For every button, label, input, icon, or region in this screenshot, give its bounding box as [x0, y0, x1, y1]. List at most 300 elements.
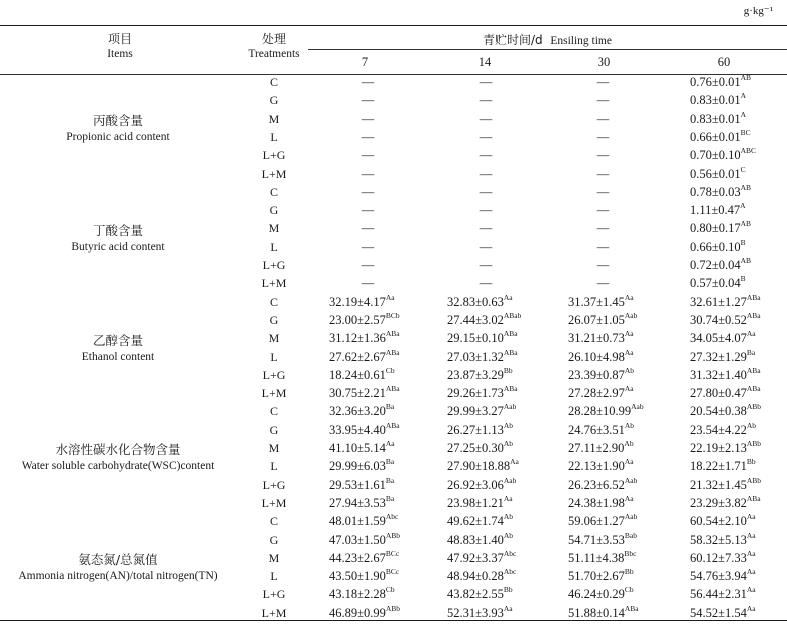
table-cell-empty: — [361, 258, 375, 272]
cell-significance: Bab [624, 530, 637, 540]
day-7-header: 7 [361, 55, 369, 69]
table-cell [568, 587, 634, 602]
table-cell [329, 310, 400, 328]
cell-value: 24.76±3.51 [568, 422, 625, 437]
cell-value: 0.56±0.01 [690, 166, 741, 181]
cell-significance: ABa [746, 384, 761, 394]
cell-value: 32.19±4.17 [329, 294, 386, 309]
cell-significance: Aab [624, 512, 638, 522]
ensiling-time-header [308, 31, 787, 48]
cell-significance: Aa [746, 530, 756, 540]
table-cell [447, 493, 513, 511]
unit-label: g·kg⁻¹ [743, 5, 773, 17]
table-cell [690, 441, 761, 456]
cell-value: 0.80±0.17 [690, 221, 741, 236]
cell-value: 1.11±0.47 [690, 203, 741, 218]
group-label-en: Butyric acid content [71, 240, 165, 253]
cell-significance: Abc [503, 548, 517, 558]
table-cell-empty: — [361, 129, 375, 144]
table-cell [690, 514, 756, 529]
table-cell-empty: — [596, 166, 610, 181]
cell-value: 23.87±3.29 [447, 367, 504, 382]
table-cell [447, 514, 513, 529]
table-cell [690, 459, 756, 474]
cell-value: 51.11±4.38 [568, 550, 625, 565]
cell-value: 0.76±0.01 [690, 75, 741, 89]
cell-value: 48.01±1.59 [329, 514, 386, 529]
cell-value: 43.82±2.55 [447, 587, 504, 602]
treatment-label: G [269, 422, 279, 437]
table-cell-empty: — [479, 276, 493, 291]
table-cell [329, 514, 398, 529]
table-cell-empty: — [479, 93, 493, 108]
table-cell [690, 587, 756, 602]
cell-value: 0.83±0.01 [690, 93, 741, 108]
cell-significance: ABa [746, 310, 761, 320]
cell-significance: B [740, 274, 746, 284]
table-cell [690, 148, 756, 163]
table-cell [447, 347, 518, 365]
treatment-label: L+M [261, 495, 287, 510]
table-cell [690, 347, 756, 365]
cell-value: 26.23±6.52 [568, 477, 625, 492]
table-cell [329, 569, 399, 584]
cell-significance: AB [740, 256, 752, 265]
table-cell [690, 404, 761, 419]
cell-significance: ABa [385, 329, 400, 339]
group-label [0, 332, 236, 366]
table-cell-empty: — [596, 93, 610, 108]
cell-significance: A [740, 201, 746, 211]
cell-value: 27.80±0.47 [690, 386, 747, 401]
table-cell-empty: — [479, 75, 493, 89]
treatment-label: C [269, 294, 278, 309]
cell-significance: Ab [503, 439, 514, 448]
cell-significance: ABa [624, 603, 639, 613]
treatment-label: M [268, 111, 280, 126]
cell-value: 27.44±3.02 [447, 312, 504, 327]
cell-significance: ABa [746, 365, 761, 375]
cell-significance: Aa [385, 292, 395, 302]
cell-significance: Aa [746, 567, 756, 577]
table-cell [690, 182, 752, 200]
cell-significance: ABb [746, 475, 762, 485]
treatment-label: G [269, 93, 279, 108]
cell-significance: Aa [624, 329, 634, 339]
cell-significance: Aa [624, 457, 634, 467]
table-cell [329, 420, 400, 438]
table-cell [329, 459, 394, 474]
table-cell-empty: — [596, 184, 610, 199]
cell-significance: Aa [746, 512, 756, 522]
table-cell-empty: — [479, 239, 493, 254]
treatment-label: L+G [262, 587, 286, 602]
cell-significance: AB [740, 219, 752, 229]
cell-value: 29.53±1.61 [329, 477, 386, 492]
table-cell-empty: — [479, 184, 493, 199]
cell-significance: ABb [746, 402, 762, 412]
table-cell [329, 365, 395, 383]
table-cell [329, 493, 395, 511]
cell-value: 34.05±4.07 [690, 331, 747, 346]
cell-significance: Abc [503, 567, 517, 577]
cell-significance: ABa [746, 493, 761, 503]
treatment-label: G [269, 312, 279, 327]
table-cell [690, 127, 751, 145]
cell-significance: Aab [624, 310, 638, 320]
cell-value: 56.44±2.31 [690, 587, 747, 602]
table-cell [690, 365, 761, 383]
treatment-label: M [268, 331, 280, 346]
cell-significance: ABC [740, 146, 757, 156]
cell-significance: BCc [385, 548, 400, 558]
table-cell [568, 514, 637, 529]
bottom-rule [0, 620, 787, 621]
table-cell [447, 603, 513, 621]
cell-value: 26.92±3.06 [447, 477, 504, 492]
cell-value: 60.12±7.33 [690, 550, 747, 565]
cell-value: 32.83±0.63 [447, 294, 504, 309]
table-cell [447, 420, 514, 438]
subheader-rule [308, 49, 787, 50]
cell-significance: Aab [503, 402, 517, 412]
treatment-label: L [270, 459, 278, 474]
cell-value: 18.22±1.71 [690, 459, 747, 474]
cell-value: 27.28±2.97 [568, 386, 625, 401]
table-cell [690, 292, 761, 310]
cell-significance: ABa [385, 347, 400, 357]
cell-significance: Aa [624, 493, 634, 503]
cell-significance: ABa [503, 347, 518, 357]
cell-significance: Aa [746, 603, 756, 613]
treatment-label: L+G [262, 367, 286, 382]
table-cell [568, 404, 644, 419]
cell-value: 23.29±3.82 [690, 495, 747, 510]
table-cell [329, 603, 401, 621]
cell-significance: Aa [624, 292, 634, 302]
treatment-label: L+M [261, 276, 287, 291]
table-cell [690, 258, 751, 273]
cell-value: 0.78±0.03 [690, 184, 741, 199]
cell-value: 32.36±3.20 [329, 404, 386, 419]
table-cell [568, 569, 634, 584]
table-cell [568, 441, 634, 456]
table-cell-empty: — [596, 276, 610, 291]
table-cell [329, 292, 395, 310]
top-rule [0, 25, 787, 26]
group-label-en: Ammonia nitrogen(AN)/total nitrogen(TN) [18, 570, 218, 583]
table-cell-empty: — [361, 221, 375, 236]
cell-significance: Aab [503, 475, 517, 485]
items-header-zh: 项目 [107, 32, 132, 46]
cell-significance: Cb [385, 365, 395, 375]
cell-significance: Aa [746, 548, 756, 558]
table-cell [329, 441, 395, 456]
table-cell [690, 548, 756, 566]
cell-value: 58.32±5.13 [690, 532, 747, 547]
cell-significance: Ab [624, 420, 635, 430]
cell-value: 0.57±0.04 [690, 276, 741, 291]
cell-significance: Ba [385, 402, 395, 412]
cell-value: 33.95±4.40 [329, 422, 386, 437]
treatment-label: M [268, 221, 280, 236]
table-cell-empty: — [361, 75, 375, 89]
cell-value: 27.90±18.88 [447, 459, 511, 474]
table-cell-empty: — [596, 129, 610, 144]
cell-value: 44.23±2.67 [329, 550, 386, 565]
cell-significance: Aa [503, 603, 513, 613]
table-cell-empty: — [361, 93, 375, 108]
group-label-en: Water soluble carbohydrate(WSC)content [21, 460, 215, 473]
cell-value: 23.00±2.57 [329, 312, 386, 327]
cell-significance: ABa [385, 420, 400, 430]
cell-value: 60.54±2.10 [690, 514, 747, 529]
table-cell [329, 386, 400, 401]
table-cell-empty: — [479, 166, 493, 181]
treatment-label: M [268, 441, 280, 455]
cell-significance: Cb [385, 585, 395, 595]
cell-value: 48.83±1.40 [447, 532, 504, 547]
cell-significance: Ab [503, 530, 514, 540]
table-cell [690, 569, 756, 584]
cell-value: 31.12±1.36 [329, 331, 386, 346]
cell-significance: ABab [503, 310, 522, 320]
cell-significance: Aa [746, 585, 756, 595]
cell-significance: Aa [510, 457, 519, 467]
cell-significance: Ab [503, 512, 514, 522]
cell-significance: Ab [624, 365, 635, 375]
table-cell-empty: — [596, 258, 610, 272]
table-cell [568, 331, 634, 346]
cell-value: 47.92±3.37 [447, 550, 504, 565]
cell-value: 48.94±0.28 [447, 569, 504, 584]
table-cell-empty: — [596, 239, 610, 254]
cell-value: 22.13±1.90 [568, 459, 625, 474]
cell-significance: Aa [385, 439, 395, 448]
cell-value: 29.26±1.73 [447, 386, 504, 401]
cell-significance: Aa [503, 493, 513, 503]
cell-value: 47.03±1.50 [329, 532, 386, 547]
table-cell [568, 493, 634, 511]
cell-significance: Ba [385, 475, 395, 485]
table-cell [329, 404, 394, 419]
table-cell [447, 587, 513, 602]
table-cell-empty: — [361, 276, 375, 291]
treatment-label: C [269, 514, 278, 529]
cell-significance: Ab [746, 420, 757, 430]
cell-value: 32.61±1.27 [690, 294, 747, 309]
cell-value: 30.74±0.52 [690, 312, 747, 327]
cell-value: 46.24±0.29 [568, 587, 625, 602]
table-cell [329, 347, 400, 365]
cell-value: 27.94±3.53 [329, 495, 386, 510]
cell-significance: Ba [385, 493, 395, 503]
table-cell-empty: — [596, 221, 610, 236]
treatment-label: L+G [262, 258, 286, 272]
cell-value: 59.06±1.27 [568, 514, 625, 529]
cell-value: 0.66±0.01 [690, 129, 741, 144]
table-cell [447, 365, 513, 383]
treatment-label: L+M [261, 605, 287, 620]
table-cell [690, 221, 751, 236]
cell-value: 54.76±3.94 [690, 569, 747, 584]
table-cell-empty: — [479, 258, 493, 272]
treatment-label: G [269, 532, 279, 547]
group-label-en: Propionic acid content [66, 130, 170, 143]
table-cell [447, 331, 518, 346]
cell-significance: Bb [746, 457, 756, 467]
cell-value: 41.10±5.14 [329, 441, 386, 455]
table-cell-empty: — [361, 203, 375, 218]
cell-value: 0.83±0.01 [690, 111, 741, 126]
cell-value: 30.75±2.21 [329, 386, 386, 401]
cell-significance: Aab [624, 475, 638, 485]
cell-value: 29.99±3.27 [447, 404, 504, 419]
cell-significance: ABb [746, 439, 762, 448]
cell-significance: Ab [624, 439, 634, 448]
group-label-zh: 水溶性碳水化合物含量 [55, 442, 181, 458]
cell-significance: Abc [385, 512, 399, 522]
group-label-zh: 氨态氮/总氮值 [78, 552, 158, 568]
group-label [0, 112, 236, 146]
cell-value: 49.62±1.74 [447, 514, 504, 529]
cell-value: 28.28±10.99 [568, 404, 632, 419]
table-cell [568, 475, 638, 493]
treatment-label: L+G [262, 148, 286, 163]
table-cell [690, 93, 746, 108]
cell-value: 31.21±0.73 [568, 331, 625, 346]
cell-significance: C [740, 164, 746, 174]
table-cell [329, 587, 395, 602]
treatment-label: L [270, 349, 278, 364]
cell-value: 18.24±0.61 [329, 367, 386, 382]
cell-significance: ABa [385, 384, 400, 394]
table-cell [329, 331, 400, 346]
cell-significance: Cb [624, 585, 634, 595]
table-cell [447, 441, 513, 456]
cell-significance: ABa [746, 292, 761, 302]
table-cell [690, 237, 746, 255]
table-cell [568, 292, 634, 310]
table-cell [329, 475, 395, 493]
group-label-zh: 乙醇含量 [92, 332, 143, 348]
table-cell [568, 420, 635, 438]
table-cell [329, 530, 401, 548]
treatment-label: G [269, 203, 279, 218]
treatment-label: C [269, 75, 278, 89]
cell-value: 27.25±0.30 [447, 441, 504, 455]
treatment-label: L [270, 129, 278, 144]
cell-value: 27.03±1.32 [447, 349, 504, 364]
cell-significance: ABb [385, 603, 401, 613]
group-label-zh: 丙酸含量 [92, 112, 143, 128]
cell-value: 52.31±3.93 [447, 605, 504, 620]
table-cell-empty: — [361, 239, 375, 254]
table-cell [447, 292, 513, 310]
cell-value: 46.89±0.99 [329, 605, 386, 620]
table-cell [690, 331, 756, 346]
table-cell [568, 603, 639, 621]
table-cell-empty: — [479, 221, 493, 236]
cell-value: 27.62±2.67 [329, 349, 386, 364]
cell-significance: AB [740, 182, 752, 192]
cell-significance: ABa [503, 384, 518, 394]
cell-value: 51.88±0.14 [568, 605, 625, 620]
table-cell [690, 530, 756, 548]
cell-value: 27.32±1.29 [690, 349, 747, 364]
table-cell [447, 386, 518, 401]
cell-significance: ABa [503, 329, 518, 339]
group-label-en: Ethanol content [81, 350, 155, 363]
table-cell [690, 164, 746, 182]
cell-value: 23.98±1.21 [447, 495, 504, 510]
cell-value: 26.27±1.13 [447, 422, 504, 437]
table-cell [690, 493, 761, 511]
table-cell [568, 459, 634, 474]
cell-value: 22.19±2.13 [690, 441, 747, 455]
cell-significance: Bb [503, 585, 513, 595]
items-header-en: Items [107, 48, 133, 60]
treatment-label: C [269, 404, 278, 419]
cell-value: 21.32±1.45 [690, 477, 747, 492]
table-cell [690, 310, 761, 328]
table-cell [690, 109, 747, 127]
table-cell [447, 530, 514, 548]
cell-significance: Aa [624, 347, 634, 357]
header-rule [0, 74, 787, 75]
cell-significance: AB [740, 73, 752, 82]
treatment-label: L [270, 569, 278, 584]
table-cell-empty: — [596, 111, 610, 126]
day-14-header: 14 [478, 55, 492, 69]
table-cell [568, 365, 635, 383]
table-cell [447, 404, 516, 419]
cell-value: 29.15±0.10 [447, 331, 504, 346]
table-cell-empty: — [479, 203, 493, 218]
treatment-label: L [270, 239, 278, 254]
cell-significance: Aa [624, 384, 634, 394]
cell-significance: BC [740, 127, 751, 137]
table-cell [690, 475, 762, 493]
table-cell-empty: — [596, 203, 610, 218]
table-cell [568, 530, 637, 548]
cell-value: 31.32±1.40 [690, 367, 747, 382]
cell-value: 43.50±1.90 [329, 569, 386, 584]
table-cell [447, 548, 517, 566]
treatment-label: L+G [262, 477, 286, 492]
treatment-label: L+M [261, 166, 287, 181]
cell-value: 54.71±3.53 [568, 532, 625, 547]
cell-value: 0.70±0.10 [690, 148, 741, 163]
table-cell-empty: — [361, 166, 375, 181]
table-cell [329, 548, 400, 566]
table-cell [568, 386, 634, 401]
table-cell [690, 603, 756, 621]
table-cell [447, 475, 517, 493]
treatment-label: C [269, 184, 278, 199]
treatments-header-en: Treatments [248, 48, 300, 60]
cell-significance: BCb [385, 310, 400, 320]
day-30-header: 30 [597, 55, 611, 69]
ensiling-time-en: Ensiling time [550, 35, 612, 47]
cell-significance: B [740, 237, 746, 247]
table-cell-empty: — [596, 148, 610, 163]
cell-significance: Ba [385, 457, 395, 467]
table-cell-empty: — [479, 129, 493, 144]
table-cell [690, 203, 746, 218]
group-label [0, 441, 236, 475]
table-cell-empty: — [361, 184, 375, 199]
